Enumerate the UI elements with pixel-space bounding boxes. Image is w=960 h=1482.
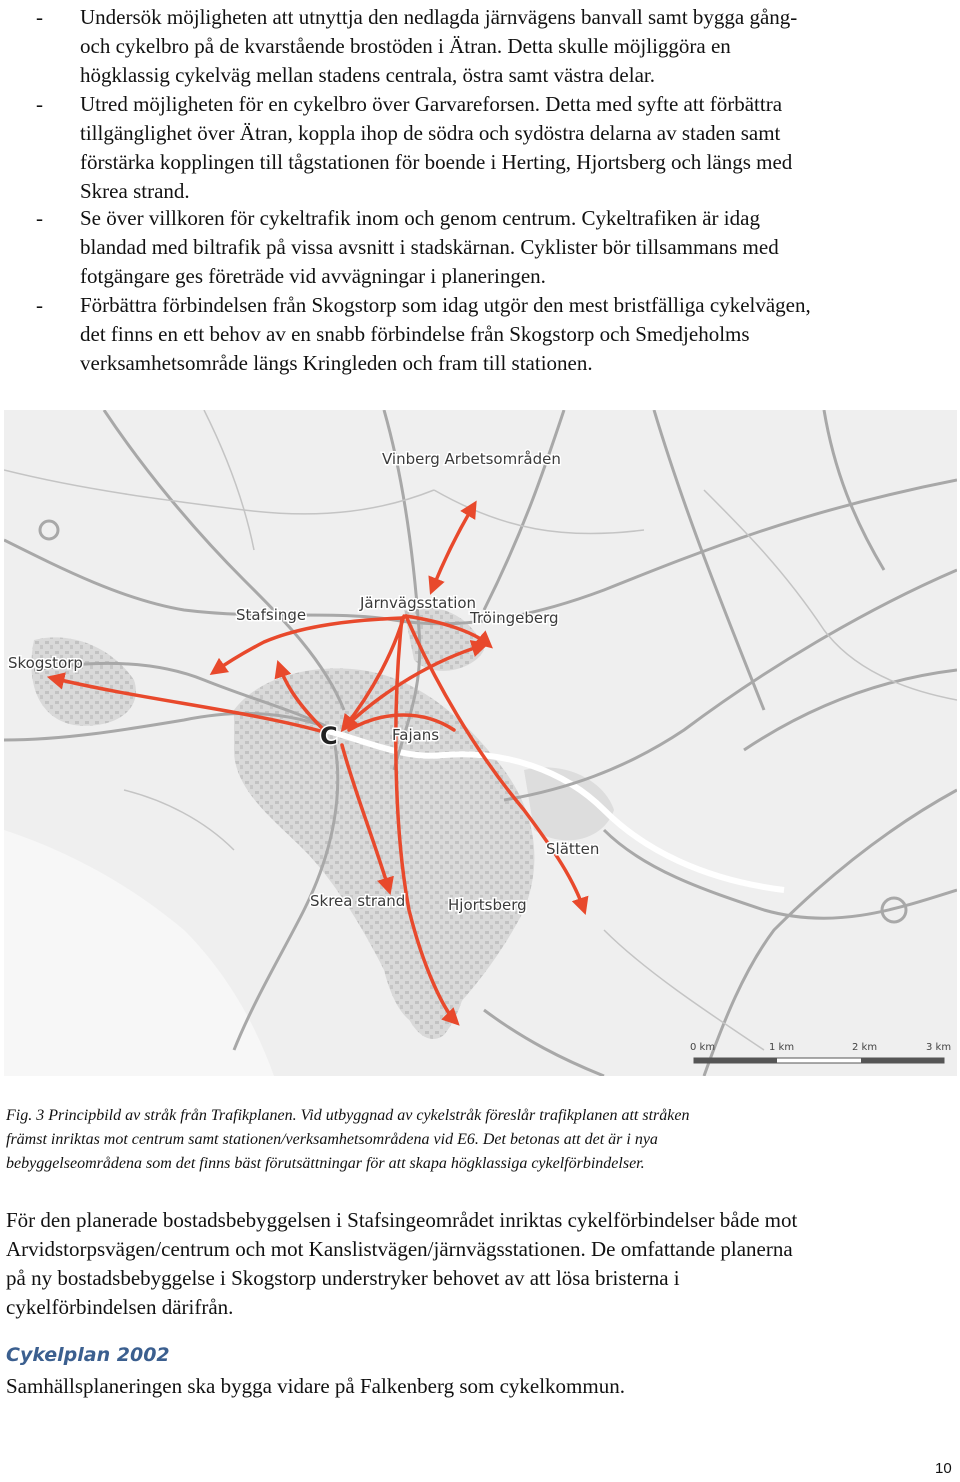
text-line: Utred möjligheten för en cykelbro över Garvareforsen. Detta med syfte att förbättra [80, 92, 783, 116]
map-svg [4, 410, 957, 1076]
text-line: blandad med biltrafik på vissa avsnitt i stadskärnan. Cyklister bör tillsammans med [80, 235, 779, 259]
section-heading: Cykelplan 2002 [6, 1344, 170, 1366]
text-line: högklassig cykelväg mellan stadens centrala, östra samt västra delar. [80, 63, 655, 87]
label-skrea-strand: Skrea strand [310, 892, 406, 910]
bullet-text [80, 291, 960, 378]
label-stafsinge: Stafsinge [236, 606, 307, 624]
caption-line: Fig. 3 Principbild av stråk från Trafikplanen. Vid utbyggnad av cykelstråk föreslår trafikplanen att stråken [6, 1107, 690, 1124]
caption-line: bebyggelseområdena som det finns bäst förutsättningar för att skapa högklassiga cykelförbindelser. [6, 1155, 645, 1172]
scale-label: 0 km [690, 1042, 716, 1053]
text-line: på ny bostadsbebyggelse i Skogstorp understryker behovet av att lösa bristerna i [6, 1266, 680, 1290]
text-line: cykelförbindelsen därifrån. [6, 1295, 234, 1319]
text-line: Undersök möjligheten att utnyttja den nedlagda järnvägens banvall samt bygga gång- [80, 5, 798, 29]
bullet-text [80, 204, 960, 291]
bullet-dash: - [36, 293, 43, 317]
text-line: Arvidstorpsvägen/centrum och mot Kanslistvägen/järnvägsstationen. De omfattande planerna [6, 1237, 793, 1261]
text-line: För den planerade bostadsbebyggelsen i Stafsingeområdet inriktas cykelförbindelser både mot [6, 1208, 798, 1232]
text-line: det finns en ett behov av en snabb förbindelse från Skogstorp och Smedjeholms [80, 322, 750, 346]
label-centrum: C [320, 722, 338, 750]
text-line: Skrea strand. [80, 179, 190, 203]
scale-label: 3 km [926, 1042, 952, 1053]
label-slatten: Slätten [546, 840, 600, 858]
label-jarnvagsstation: Järnvägsstation [360, 594, 477, 612]
bullet-text [80, 3, 960, 90]
scale-label: 2 km [852, 1042, 878, 1053]
body-paragraph [6, 1206, 956, 1322]
bullet-dash: - [36, 206, 43, 230]
bullet-text [80, 90, 960, 206]
bullet-dash: - [36, 5, 43, 29]
map-figure [4, 410, 957, 1076]
body-sentence: Samhällsplaneringen ska bygga vidare på Falkenberg som cykelkommun. [6, 1374, 625, 1398]
label-vinberg: Vinberg Arbetsområden [382, 450, 561, 468]
label-troingeberg: Tröingeberg [470, 609, 559, 627]
text-line: verksamhetsområde längs Kringleden och fram till stationen. [80, 351, 593, 375]
text-line: förstärka kopplingen till tågstationen för boende i Herting, Hjortsberg och längs med [80, 150, 793, 174]
label-hjortsberg: Hjortsberg [448, 896, 527, 914]
page-number: 10 [935, 1460, 952, 1477]
bullet-dash: - [36, 92, 43, 116]
text-line: och cykelbro på de kvarstående brostöden i Ätran. Detta skulle möjliggöra en [80, 34, 731, 58]
label-fajans: Fajans [392, 726, 440, 744]
text-line: tillgänglighet över Ätran, koppla ihop de södra och sydöstra delarna av staden samt [80, 121, 781, 145]
text-line: Förbättra förbindelsen från Skogstorp som idag utgör den mest bristfälliga cykelvägen, [80, 293, 811, 317]
figure-caption [6, 1104, 956, 1176]
label-skogstorp: Skogstorp [8, 654, 83, 672]
text-line: Se över villkoren för cykeltrafik inom och genom centrum. Cykeltrafiken är idag [80, 206, 760, 230]
text-line: fotgängare ges företräde vid avvägningar i planeringen. [80, 264, 546, 288]
scale-label: 1 km [769, 1042, 795, 1053]
caption-line: främst inriktas mot centrum samt stationen/verksamhetsområdena vid E6. Det betonas att det är i nya [6, 1131, 658, 1148]
